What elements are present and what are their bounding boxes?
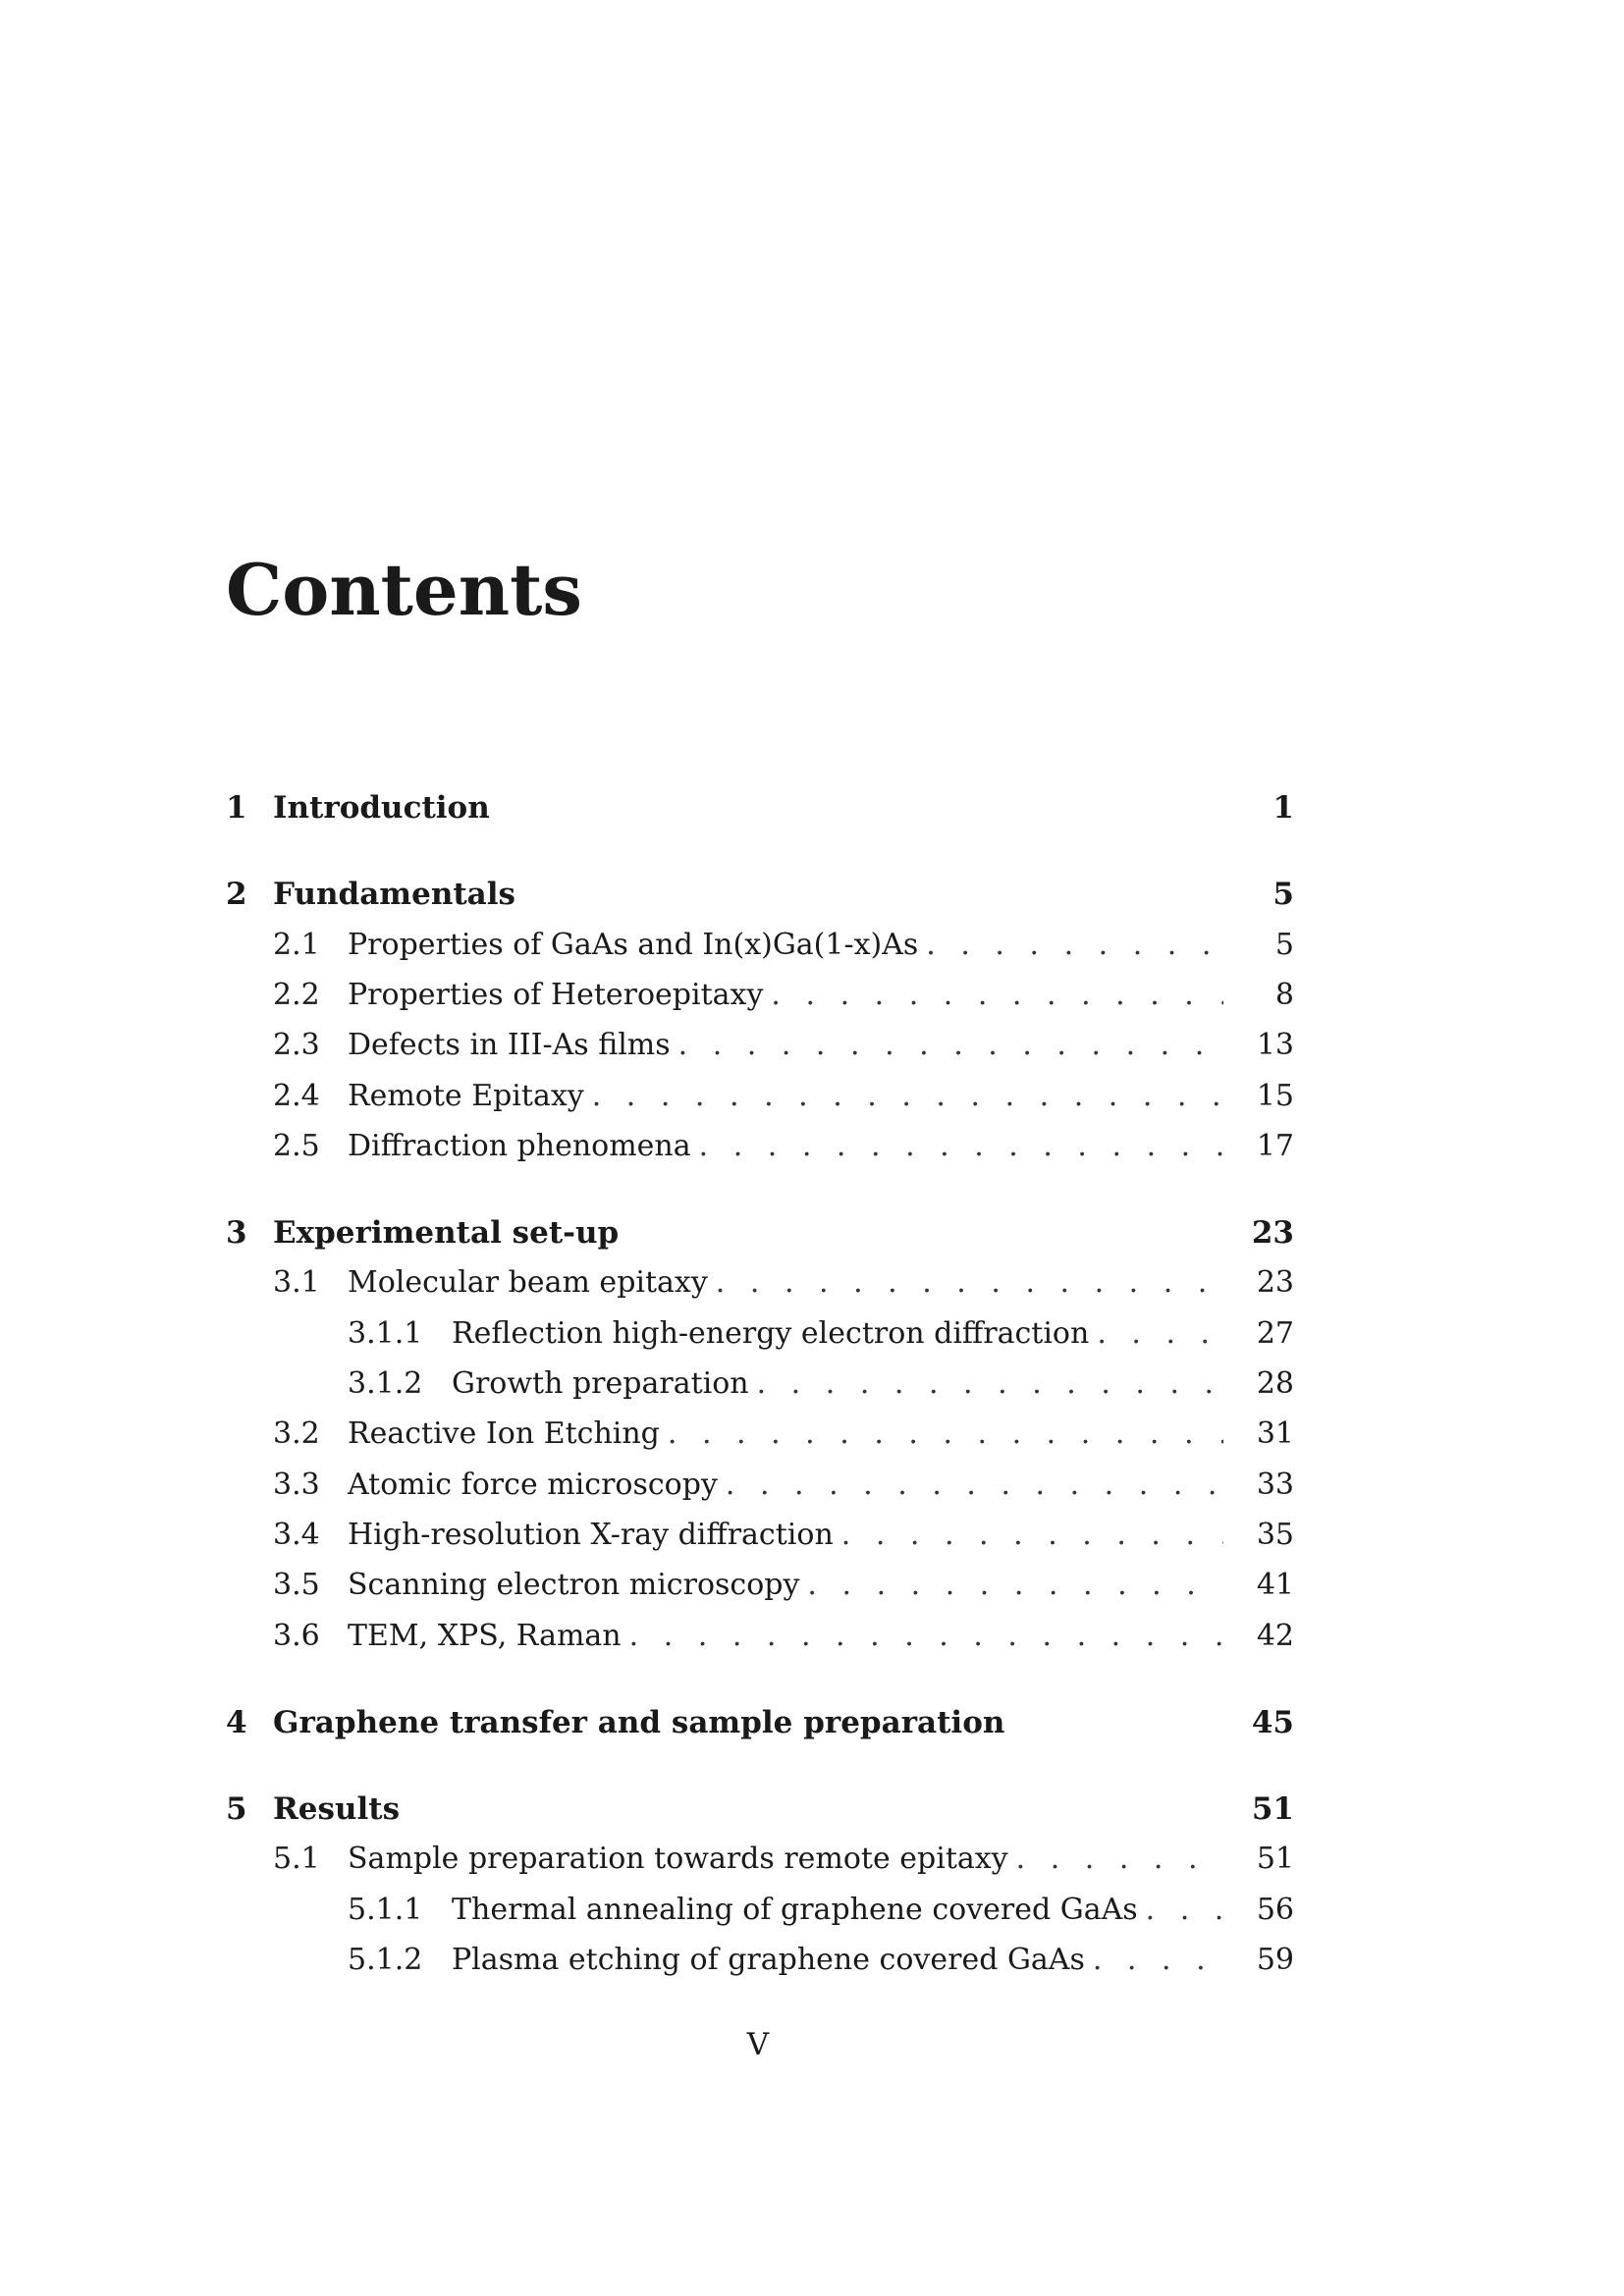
toc-entry-title: Properties of GaAs and In(x)Ga(1-x)As bbox=[348, 927, 919, 962]
toc-entry-number: 4 bbox=[226, 1704, 247, 1740]
dot-leader bbox=[841, 1518, 1223, 1552]
toc-entry-title: Experimental set-up bbox=[273, 1215, 620, 1252]
toc-entry-page: 56 bbox=[1256, 1892, 1294, 1927]
toc-section-entry[interactable] bbox=[273, 1265, 1294, 1305]
toc-section-entry[interactable] bbox=[273, 1028, 1294, 1067]
toc-entry-page: 51 bbox=[1251, 1791, 1294, 1828]
dot-leader bbox=[699, 1129, 1223, 1163]
toc-entry-title: Sample preparation towards remote epitaxy bbox=[348, 1842, 1008, 1877]
toc-entry-title: Graphene transfer and sample preparation bbox=[273, 1704, 1005, 1740]
toc-section-entry[interactable] bbox=[273, 1518, 1294, 1557]
toc-entry-page: 35 bbox=[1256, 1517, 1294, 1552]
toc-section-entry[interactable] bbox=[273, 928, 1294, 967]
toc-entry-title: Atomic force microscopy bbox=[348, 1467, 718, 1502]
toc-entry-number: 2.2 bbox=[273, 977, 320, 1012]
toc-entry-title: Scanning electron microscopy bbox=[348, 1568, 800, 1603]
toc-entry-title: Molecular beam epitaxy bbox=[348, 1265, 708, 1301]
dot-leader bbox=[629, 1619, 1223, 1653]
toc-entry-number: 2.1 bbox=[273, 927, 320, 962]
dot-leader bbox=[771, 978, 1223, 1012]
toc-entry-page: 23 bbox=[1251, 1215, 1294, 1252]
toc-section-entry[interactable] bbox=[273, 978, 1294, 1017]
dot-leader bbox=[592, 1079, 1223, 1113]
dot-leader bbox=[668, 1416, 1223, 1451]
dot-leader bbox=[726, 1468, 1223, 1502]
toc-entry-number: 5.1.1 bbox=[348, 1892, 423, 1927]
toc-entry-title: High-resolution X-ray diffraction bbox=[348, 1517, 834, 1552]
toc-entry-title: Remote Epitaxy bbox=[348, 1078, 584, 1113]
toc-entry-page: 27 bbox=[1256, 1315, 1294, 1351]
toc-entry-number: 2.5 bbox=[273, 1128, 320, 1163]
toc-entry-page: 45 bbox=[1251, 1704, 1294, 1740]
toc-entry-title: Defects in III-As films bbox=[348, 1028, 671, 1063]
toc-entry-page: 23 bbox=[1256, 1265, 1294, 1301]
dot-leader bbox=[716, 1265, 1223, 1300]
toc-entry-number: 5 bbox=[226, 1791, 247, 1828]
toc-entry-number: 5.1 bbox=[273, 1842, 320, 1877]
toc-entry-page: 42 bbox=[1256, 1618, 1294, 1653]
toc-entry-number: 2 bbox=[226, 877, 247, 913]
toc-entry-page: 17 bbox=[1256, 1128, 1294, 1163]
toc-subsection-entry[interactable] bbox=[348, 1366, 1294, 1406]
toc-entry-title: Diffraction phenomena bbox=[348, 1128, 691, 1163]
toc-section-entry[interactable] bbox=[273, 1079, 1294, 1118]
toc-entry-number: 2.4 bbox=[273, 1078, 320, 1113]
toc-entry-title: TEM, XPS, Raman bbox=[348, 1618, 622, 1653]
toc-entry-page: 8 bbox=[1274, 977, 1294, 1012]
dot-leader bbox=[926, 928, 1223, 962]
toc-entry-number: 3.5 bbox=[273, 1568, 320, 1603]
toc-entry-page: 5 bbox=[1274, 927, 1294, 962]
toc-chapter-entry[interactable] bbox=[226, 790, 1294, 829]
toc-entry-page: 1 bbox=[1272, 790, 1294, 826]
toc-entry-number: 3.4 bbox=[273, 1517, 320, 1552]
toc-subsection-entry[interactable] bbox=[348, 1893, 1294, 1932]
toc-entry-number: 3.3 bbox=[273, 1467, 320, 1502]
dot-leader bbox=[757, 1366, 1223, 1401]
toc-entry-title: Properties of Heteroepitaxy bbox=[348, 977, 764, 1012]
toc-entry-page: 41 bbox=[1256, 1568, 1294, 1603]
dot-leader bbox=[1146, 1893, 1223, 1927]
toc-subsection-entry[interactable] bbox=[348, 1316, 1294, 1356]
toc-entry-title: Fundamentals bbox=[273, 877, 516, 913]
toc-entry-number: 3.2 bbox=[273, 1416, 320, 1452]
toc-entry-number: 3 bbox=[226, 1215, 247, 1252]
toc-entry-page: 51 bbox=[1256, 1842, 1294, 1877]
toc-section-entry[interactable] bbox=[273, 1129, 1294, 1168]
toc-entry-number: 2.3 bbox=[273, 1028, 320, 1063]
toc-entry-page: 31 bbox=[1256, 1416, 1294, 1452]
toc-entry-page: 33 bbox=[1256, 1467, 1294, 1502]
toc-entry-number: 3.6 bbox=[273, 1618, 320, 1653]
toc-section-entry[interactable] bbox=[273, 1416, 1294, 1456]
toc-section-entry[interactable] bbox=[273, 1568, 1294, 1607]
toc-subsection-entry[interactable] bbox=[348, 1943, 1294, 1982]
toc-entry-page: 13 bbox=[1256, 1028, 1294, 1063]
toc-entry-title: Reactive Ion Etching bbox=[348, 1416, 660, 1452]
toc-entry-number: 1 bbox=[226, 790, 247, 826]
toc-entry-title: Growth preparation bbox=[452, 1366, 749, 1401]
toc-chapter-entry[interactable] bbox=[226, 1791, 1294, 1831]
dot-leader bbox=[1097, 1316, 1223, 1351]
toc-entry-number: 3.1.1 bbox=[348, 1315, 423, 1351]
toc-section-entry[interactable] bbox=[273, 1619, 1294, 1658]
toc-entry-title: Reflection high-energy electron diffraction bbox=[452, 1315, 1090, 1351]
toc-entry-title: Results bbox=[273, 1791, 401, 1828]
toc-section-entry[interactable] bbox=[273, 1468, 1294, 1507]
toc-entry-number: 3.1 bbox=[273, 1265, 320, 1301]
toc-entry-number: 5.1.2 bbox=[348, 1943, 423, 1977]
toc-entry-page: 15 bbox=[1256, 1078, 1294, 1113]
toc-entry-title: Thermal annealing of graphene covered GaAs bbox=[452, 1892, 1138, 1927]
toc-chapter-entry[interactable] bbox=[226, 877, 1294, 916]
toc-entry-page: 5 bbox=[1272, 877, 1294, 913]
dot-leader bbox=[1016, 1842, 1223, 1876]
toc-section-entry[interactable] bbox=[273, 1842, 1294, 1881]
dot-leader bbox=[678, 1028, 1223, 1062]
toc-chapter-entry[interactable] bbox=[226, 1705, 1294, 1744]
toc-entry-title: Introduction bbox=[273, 790, 490, 826]
dot-leader bbox=[807, 1568, 1223, 1602]
toc-entry-title: Plasma etching of graphene covered GaAs bbox=[452, 1943, 1085, 1977]
page-number: V bbox=[746, 2027, 770, 2062]
toc-entry-number: 3.1.2 bbox=[348, 1366, 423, 1401]
toc-chapter-entry[interactable] bbox=[226, 1215, 1294, 1255]
dot-leader bbox=[1093, 1943, 1223, 1977]
toc-entry-page: 28 bbox=[1256, 1366, 1294, 1401]
toc-entry-page: 59 bbox=[1256, 1943, 1294, 1977]
page-title: Contents bbox=[226, 548, 582, 631]
